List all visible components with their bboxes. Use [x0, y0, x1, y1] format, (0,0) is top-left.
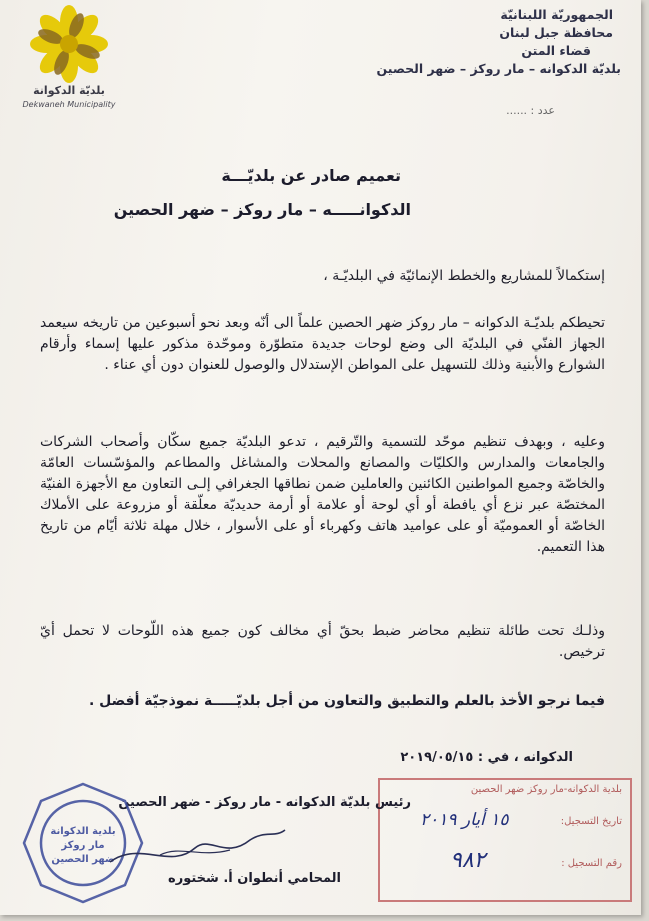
document-title: تعميم صادر عن بلديّـــة — [221, 166, 401, 185]
registration-heading: بلدية الدكوانه-مار روكز ضهر الحصين — [470, 784, 622, 795]
registration-date-value: ١٥ أيار ٢٠١٩ — [420, 810, 509, 830]
body-paragraph-2: وعليه ، وبهدف تنظيم موحّد للتسمية والتّرقيم ، تدعو البلديّة جميع سكّان وأصحاب الشركات والجامعات والمدارس والكليّات والمصانع والمحلات والمشاغل والمطاعم والمؤسّسات العامّة والخاصّة وجميع المواطنين الكائنين والعاملين ضمن نطاقها الجغرافي إلـى التعاون مع الأجهزة الفنيّة المختصّة عبر نزع أي يافطة أو أي لوحة أو علامة أو أرمة حديديّة معلّقة أو مزروعة على الأملاك الخاصّة أو العموميّة أو على عواميد هاتف وكهرباء أو على الأسوار ، خلال مهلة ثلاثة أيّام من تاريخ هذا التعميم. — [40, 434, 605, 555]
letterhead — [363, 6, 621, 78]
intro-paragraph: إستكمالاً للمشاريع والخطط الإنمائيّة في البلديّـة ، — [323, 268, 605, 284]
header-republic: الجمهوريّة اللبنانيّة — [500, 7, 613, 22]
issue-date: الدكوانه ، في : ٢٠١٩/٠٥/١٥ — [400, 750, 573, 765]
handwritten-signature-icon — [100, 800, 290, 880]
closing-line: فيما نرجو الأخذ بالعلم والتطبيق والتعاون من أجل بلديّـــــة نموذجيّة أفضل . — [88, 693, 605, 709]
seal-line-2: مار روكز — [61, 840, 105, 851]
header-district: قضاء المتن — [521, 43, 591, 58]
body-paragraph-1: تحيطكم بلديّـة الدكوانه – مار روكز ضهر الحصين علماً الى أنّه وبعد نحو أسبوعين من تاريخه سيعمد الجهاز الفنّي في البلديّة الى وضع لوحات جديدة متطوّرة وموحّدة مذكور عليها إسماء وأرقام الشوارع والأبنية وذلك للتسهيل على المواطن الإستدلال والوصول للعنوان دون أي عناء . — [40, 315, 605, 373]
body-paragraph-3: وذلـك تحت طائلة تنظيم محاضر ضبط بحقّ أي مخالف كون جميع هذه اللّوحات لا تحمل أيّ ترخيص. — [40, 623, 605, 660]
logo-name-arabic: بلديّة الدكوانة — [33, 84, 105, 97]
document-subtitle: الدكوانـــــه – مار روكز – ضهر الحصين — [113, 200, 411, 219]
seal-line-3: ضهر الحصين — [51, 854, 115, 865]
registration-number-value: ٩٨٢ — [450, 848, 486, 873]
registration-stamp — [378, 778, 632, 902]
logo-name-english: Dekwaneh Municipality — [22, 100, 116, 109]
seal-line-1: بلدية الدكوانة — [50, 826, 116, 837]
signatory-name: المحامي أنطوان أ. شختوره — [168, 871, 341, 886]
header-governorate: محافظة جبل لبنان — [499, 25, 613, 40]
registration-date-label: تاريخ التسجيل: — [560, 816, 622, 827]
header-municipality: بلديّة الدكوانه – مار روكز – ضهر الحصين — [376, 61, 621, 76]
signatory-title: رئيس بلديّة الدكوانه - مار روكز - ضهر الحصين — [118, 795, 411, 810]
registration-number-label: رقم التسجيل : — [561, 858, 622, 869]
reference-number: عدد : ...... — [506, 104, 555, 117]
